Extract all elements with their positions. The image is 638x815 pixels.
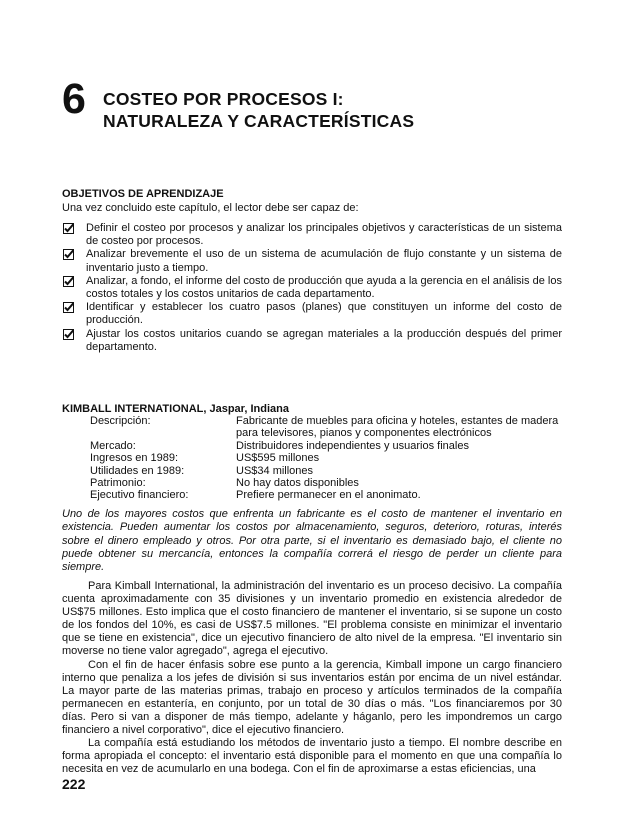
chapter-number: 6 [62, 75, 86, 123]
objective-text: Analizar brevemente el uso de un sistema de acumulación de flujo constante y un sistema de inventario justo a tiempo. [86, 248, 562, 274]
checkbox-icon [63, 276, 74, 287]
page-number: 222 [62, 776, 86, 792]
checkbox-icon [63, 302, 74, 313]
profile-value: Fabricante de muebles para oficina y hoteles, estantes de madera para televisores, pianos y componentes electrónicos [236, 415, 559, 440]
profile-label: Patrimonio: [90, 477, 146, 490]
objective-text: Definir el costeo por procesos y analizar los principales objetivos y características de un sistema de costeo por procesos. [86, 222, 562, 248]
profile-value: US$595 millones [236, 452, 320, 465]
intro-quote: Uno de los mayores costos que enfrenta un fabricante es el costo de mantener el inventario en existencia. Pueden aumentar los costos por almacenamiento, seguros, deterioro, roturas, interés sobre el dinero empleado y otros. Por otra parte, si el inventario es demasiado bajo, el cliente no puede obtener su mercancía, entonces la compañía correrá el riesgo de perder un cliente para siempre. [62, 508, 562, 574]
profile-value: Distribuidores independientes y usuarios finales [236, 439, 469, 452]
profile-value: Prefiere permanecer en el anonimato. [236, 489, 421, 502]
objectives-heading: OBJETIVOS DE APRENDIZAJE [62, 188, 224, 200]
body-paragraph: Para Kimball International, la administración del inventario es un proceso decisivo. La compañía cuenta aproximadamente con 35 divisiones y un inventario promedio en existencia alrededor de US$75 millones. Esto implica que el costo financiero de mantener el inventario, si se supone un costo de los fondos del 10%, es casi de US$7.5 millones. "El problema consiste en minimizar el inventario que se tiene en existencia", dice un ejecutivo financiero de alto nivel de la empresa. "El inventario sin moverse no tiene valor agregado", agrega el ejecutivo. [62, 580, 562, 658]
profile-label: Utilidades en 1989: [90, 464, 185, 477]
profile-label: Descripción: [90, 415, 151, 427]
objectives-list [62, 222, 562, 354]
profile-row [90, 465, 562, 477]
checkbox-icon [63, 249, 74, 260]
objective-text: Identificar y establecer los cuatro pasos (planes) que constituyen un informe del costo de producción. [86, 301, 562, 327]
objectives-intro: Una vez concluido este capítulo, el lector debe ser capaz de: [62, 202, 359, 214]
objective-text: Ajustar los costos unitarios cuando se agregan materiales a la producción después del primer departamento. [86, 327, 562, 353]
profile-row [90, 477, 562, 489]
chapter-title-line2: NATURALEZA Y CARACTERÍSTICAS [103, 111, 415, 131]
body-text [62, 580, 562, 776]
objective-item [62, 222, 562, 248]
company-profile [90, 415, 562, 502]
checkbox-icon [63, 329, 74, 340]
chapter-title-line1: COSTEO POR PROCESOS I: [103, 89, 344, 109]
profile-label: Mercado: [90, 439, 136, 452]
profile-row [90, 415, 562, 440]
profile-row [90, 489, 562, 501]
chapter-title [103, 88, 503, 132]
company-heading: KIMBALL INTERNATIONAL, Jaspar, Indiana [62, 403, 289, 415]
profile-label: Ejecutivo financiero: [90, 489, 189, 502]
objective-item [62, 275, 562, 301]
body-paragraph: Con el fin de hacer énfasis sobre ese punto a la gerencia, Kimball impone un cargo financiero interno que penaliza a los jefes de división si sus inventarios están por encima de un nivel estándar. La mayor parte de las materias primas, trabajo en proceso y artículos terminados de la compañía permanecen en estantería, en conjunto, por un total de 30 días o más. "Los financiaremos por 30 días. Pero si van a disponer de más tiempo, adelante y háganlo, pero les impondremos un cargo financiero a nivel corporativo", dice el ejecutivo financiero. [62, 658, 562, 737]
objective-item [62, 248, 562, 274]
objective-text: Analizar, a fondo, el informe del costo de producción que ayuda a la gerencia en el análisis de los costos totales y los costos unitarios de cada departamento. [86, 274, 562, 301]
profile-label: Ingresos en 1989: [90, 452, 179, 465]
objective-item [62, 301, 562, 327]
profile-value: US$34 millones [236, 464, 314, 477]
checkbox-icon [63, 223, 74, 234]
profile-value: No hay datos disponibles [236, 477, 359, 490]
body-paragraph: La compañía está estudiando los métodos de inventario justo a tiempo. El nombre describe en forma apropiada el concepto: el inventario está disponible para el momento en que una compañía lo necesita en vez de acumularlo en una bodega. Con el fin de aproximarse a estas eficiencias, una [62, 737, 562, 776]
objective-item [62, 328, 562, 354]
profile-row [90, 452, 562, 464]
profile-row [90, 440, 562, 452]
